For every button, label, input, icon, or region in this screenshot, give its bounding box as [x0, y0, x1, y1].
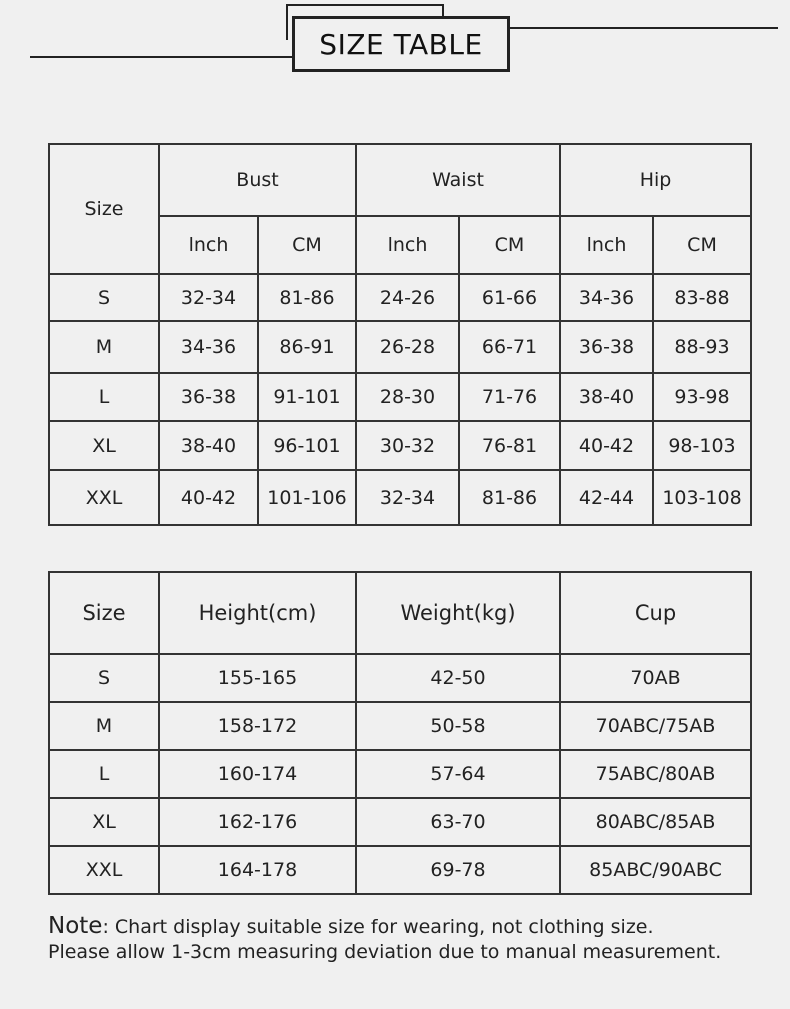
table-cell: 80ABC/85AB [560, 798, 751, 846]
table-row [49, 798, 751, 846]
table-header-row [49, 144, 751, 216]
table-row [49, 750, 751, 798]
unit-header: CM [258, 216, 356, 274]
size-cell: M [49, 702, 159, 750]
table-cell: 162-176 [159, 798, 356, 846]
table-cell: 38-40 [159, 421, 258, 470]
table-cell: 66-71 [459, 321, 560, 373]
note-label: Note [48, 913, 103, 939]
table-row [49, 470, 751, 525]
size-cell: M [49, 321, 159, 373]
size-cell: S [49, 654, 159, 702]
note-line-1 [48, 914, 768, 940]
table-cell: 26-28 [356, 321, 459, 373]
table-cell: 42-50 [356, 654, 560, 702]
table-row [49, 702, 751, 750]
table-cell: 93-98 [653, 373, 751, 421]
table-row [49, 274, 751, 321]
table-cell: 57-64 [356, 750, 560, 798]
table-cell: 83-88 [653, 274, 751, 321]
unit-header: lnch [356, 216, 459, 274]
title-divider-right [510, 27, 778, 29]
size-cell: XL [49, 421, 159, 470]
table-cell: 101-106 [258, 470, 356, 525]
measurements-table [48, 143, 752, 526]
table-cell: 158-172 [159, 702, 356, 750]
table-cell: 98-103 [653, 421, 751, 470]
table-row [49, 373, 751, 421]
table-cell: 88-93 [653, 321, 751, 373]
table-cell: 96-101 [258, 421, 356, 470]
weight-header: Weight(kg) [356, 572, 560, 654]
size-cell: L [49, 373, 159, 421]
table-cell: 28-30 [356, 373, 459, 421]
table-cell: 81-86 [258, 274, 356, 321]
table-cell: 69-78 [356, 846, 560, 894]
size-cell: S [49, 274, 159, 321]
title-divider-left [30, 56, 292, 58]
size-cell: XXL [49, 846, 159, 894]
table-cell: 103-108 [653, 470, 751, 525]
page-title: SIZE TABLE [319, 27, 483, 61]
table-cell: 40-42 [560, 421, 653, 470]
unit-header: CM [459, 216, 560, 274]
table-row [49, 846, 751, 894]
hip-header: Hip [560, 144, 751, 216]
unit-header: lnch [159, 216, 258, 274]
table-cell: 70ABC/75AB [560, 702, 751, 750]
table-cell: 34-36 [159, 321, 258, 373]
table-cell: 70AB [560, 654, 751, 702]
table-cell: 63-70 [356, 798, 560, 846]
table-cell: 85ABC/90ABC [560, 846, 751, 894]
table-cell: 32-34 [159, 274, 258, 321]
table-row [49, 321, 751, 373]
table-cell: 164-178 [159, 846, 356, 894]
waist-header: Waist [356, 144, 560, 216]
unit-header: lnch [560, 216, 653, 274]
table-cell: 32-34 [356, 470, 459, 525]
table-cell: 36-38 [159, 373, 258, 421]
height-header: Height(cm) [159, 572, 356, 654]
note-line-2: Please allow 1-3cm measuring deviation due to manual measurement. [48, 941, 722, 963]
table-cell: 40-42 [159, 470, 258, 525]
unit-header: CM [653, 216, 751, 274]
table-cell: 50-58 [356, 702, 560, 750]
table-cell: 36-38 [560, 321, 653, 373]
size-cell: XL [49, 798, 159, 846]
size-cell: XXL [49, 470, 159, 525]
title-frame [292, 16, 510, 72]
table-cell: 81-86 [459, 470, 560, 525]
size-header: Size [49, 144, 159, 274]
note-text: : Chart display suitable size for wearing, not clothing size. [102, 916, 654, 938]
bust-header: Bust [159, 144, 356, 216]
table-cell: 61-66 [459, 274, 560, 321]
table-cell: 160-174 [159, 750, 356, 798]
table-cell: 71-76 [459, 373, 560, 421]
table-cell: 24-26 [356, 274, 459, 321]
table-cell: 91-101 [258, 373, 356, 421]
table-cell: 30-32 [356, 421, 459, 470]
fit-table [48, 571, 752, 895]
table-row [49, 421, 751, 470]
cup-header: Cup [560, 572, 751, 654]
size-cell: L [49, 750, 159, 798]
table-cell: 42-44 [560, 470, 653, 525]
table-cell: 38-40 [560, 373, 653, 421]
table-cell: 155-165 [159, 654, 356, 702]
table-cell: 86-91 [258, 321, 356, 373]
table-header-row [49, 572, 751, 654]
table-row [49, 654, 751, 702]
note [48, 914, 768, 965]
table-cell: 34-36 [560, 274, 653, 321]
table-cell: 75ABC/80AB [560, 750, 751, 798]
size-header: Size [49, 572, 159, 654]
table-cell: 76-81 [459, 421, 560, 470]
